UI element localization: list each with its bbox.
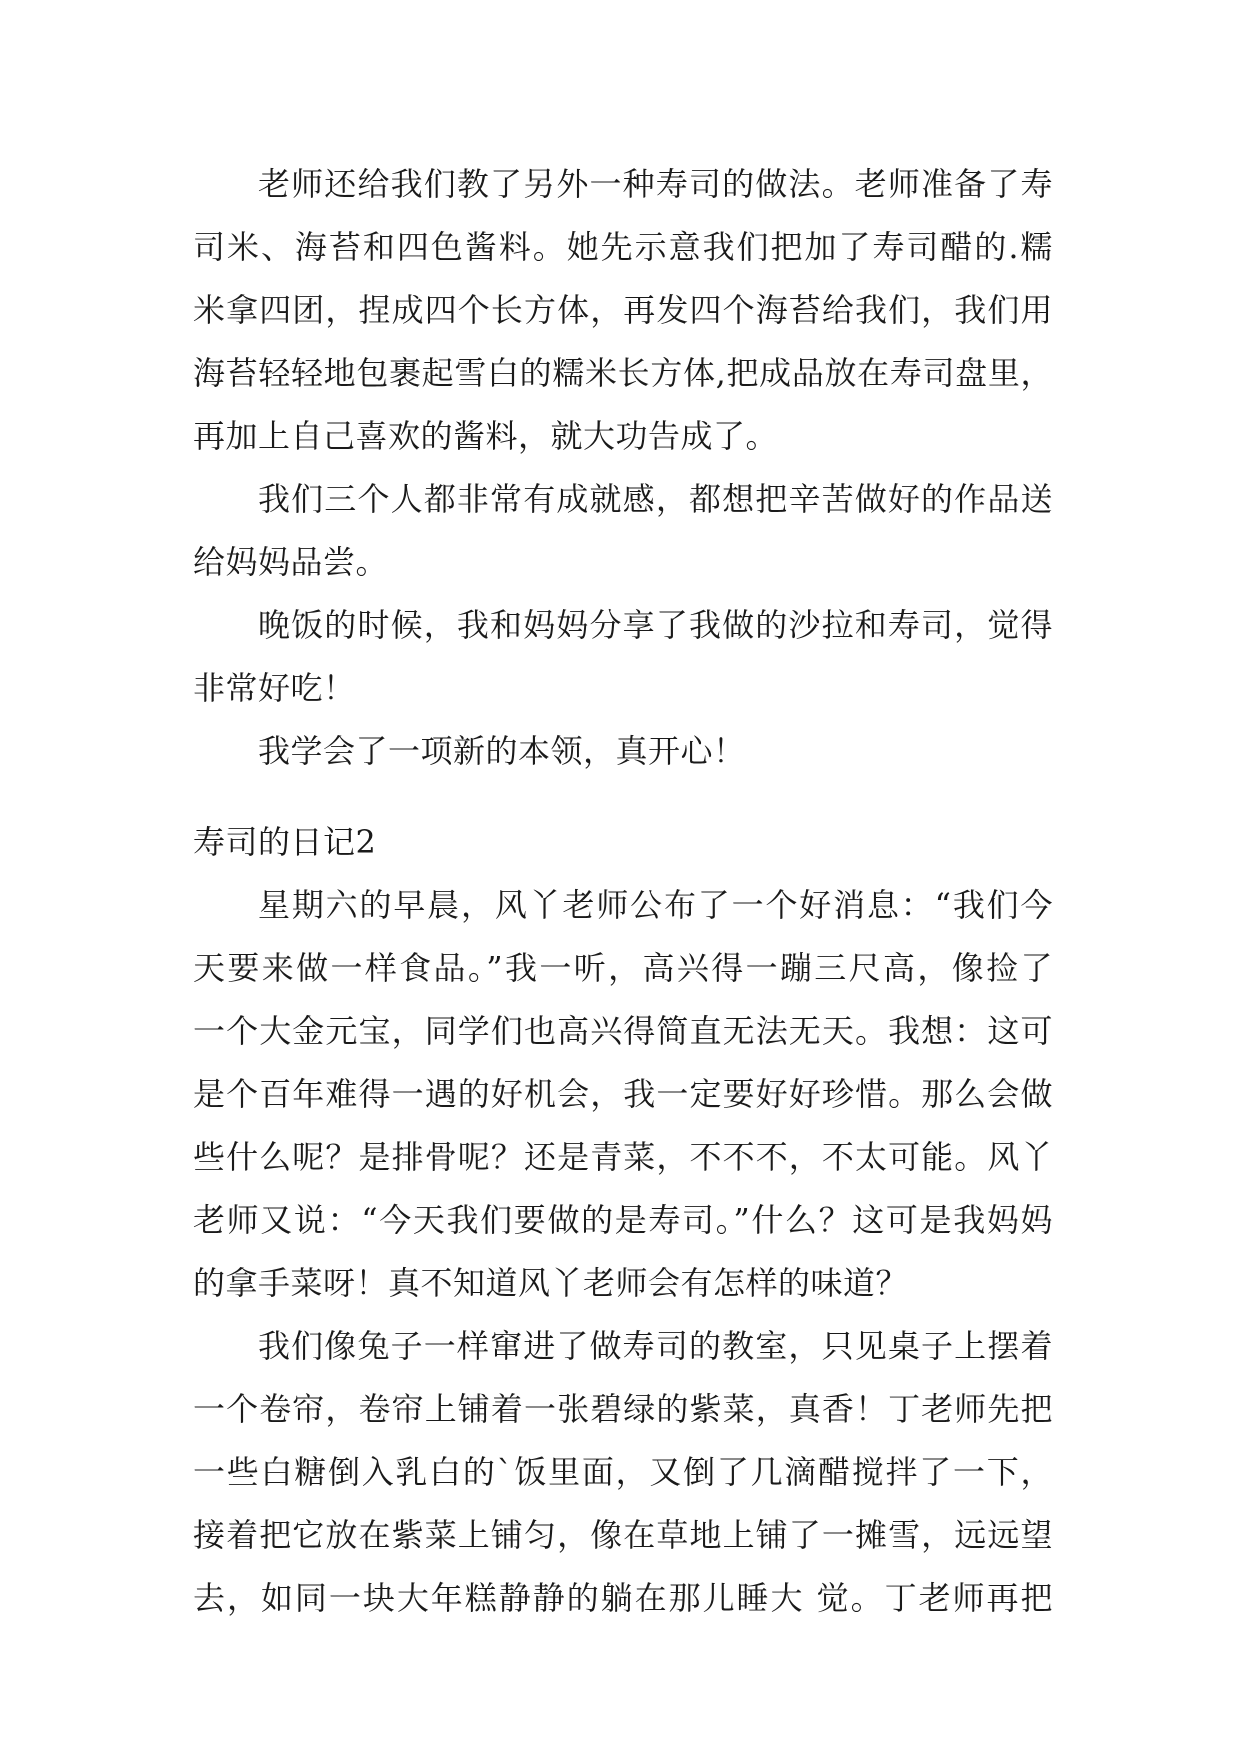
paragraph-line: 天要来做一样食品。”我一听，高兴得一蹦三尺高，像捡了 [193,949,1053,987]
paragraph-line: 一个大金元宝，同学们也高兴得简直无法无天。我想：这可 [193,1012,1053,1050]
paragraph-line: 的拿手菜呀！真不知道风丫老师会有怎样的味道？ [193,1264,909,1302]
paragraph-line: 去，如同一块大年糕静静的躺在那儿睡大 觉。丁老师再把 [193,1579,1053,1617]
paragraph-line: 司米、海苔和四色酱料。她先示意我们把加了寿司醋的.糯 [193,228,1053,266]
paragraph-line: 再加上自己喜欢的酱料，就大功告成了。 [193,417,779,455]
paragraph-line: 老师还给我们教了另外一种寿司的做法。老师准备了寿 [258,165,1053,203]
paragraph-line: 米拿四团，捏成四个长方体，再发四个海苔给我们，我们用 [193,291,1053,329]
paragraph-line: 海苔轻轻地包裹起雪白的糯米长方体,把成品放在寿司盘里， [193,354,1053,392]
paragraph-line: 我们三个人都非常有成就感，都想把辛苦做好的作品送 [258,480,1053,518]
section-heading: 寿司的日记2 [193,823,377,861]
paragraph-line: 接着把它放在紫菜上铺匀，像在草地上铺了一摊雪，远远望 [193,1516,1053,1554]
paragraph-line: 给妈妈品尝。 [193,543,389,581]
paragraph-line: 非常好吃！ [193,669,356,707]
paragraph-line: 晚饭的时候，我和妈妈分享了我做的沙拉和寿司，觉得 [258,606,1053,644]
paragraph-line: 一些白糖倒入乳白的`饭里面，又倒了几滴醋搅拌了一下， [193,1453,1053,1491]
paragraph-line: 老师又说：“今天我们要做的是寿司。”什么？这可是我妈妈 [193,1201,1053,1239]
paragraph-line: 是个百年难得一遇的好机会，我一定要好好珍惜。那么会做 [193,1075,1053,1113]
paragraph-line: 我学会了一项新的本领，真开心！ [258,732,746,770]
paragraph-line: 些什么呢？是排骨呢？还是青菜，不不不，不太可能。风丫 [193,1138,1053,1176]
paragraph-line: 我们像兔子一样窜进了做寿司的教室，只见桌子上摆着 [258,1327,1053,1365]
paragraph-line: 一个卷帘，卷帘上铺着一张碧绿的紫菜，真香！丁老师先把 [193,1390,1053,1428]
paragraph-line: 星期六的早晨，风丫老师公布了一个好消息：“我们今 [258,886,1053,924]
